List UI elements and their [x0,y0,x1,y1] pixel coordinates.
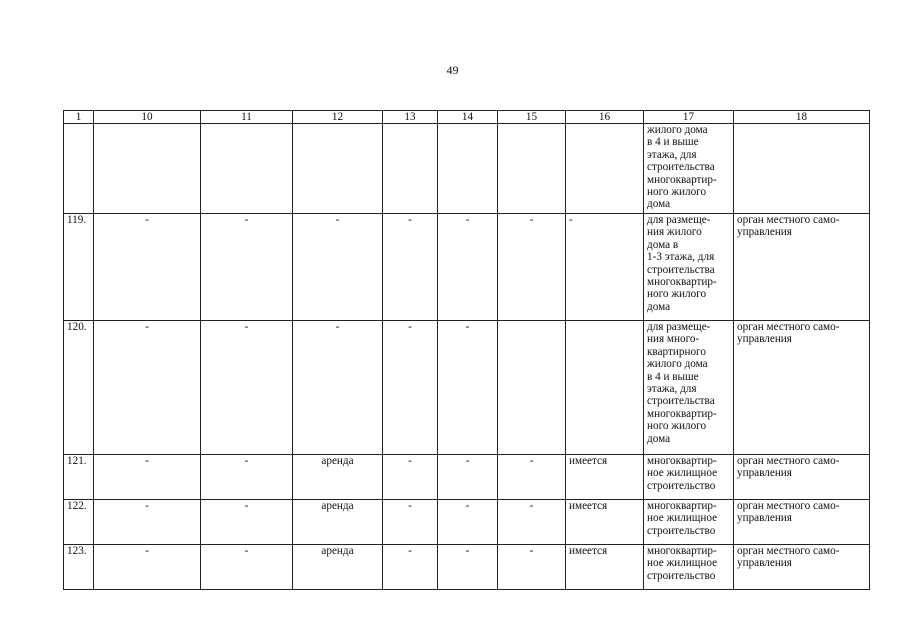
cell-col-15: - [498,214,566,321]
cell-col-18: орган местного само- управления [734,500,870,545]
cell-col-10 [94,124,201,214]
header-cell: 16 [566,111,644,124]
cell-col-17: многоквартир- ное жилищное строительство [644,500,734,545]
cell-col-15 [498,321,566,455]
table-row [64,455,870,500]
cell-col-17: многоквартир- ное жилищное строительство [644,455,734,500]
cell-col-18: орган местного само- управления [734,214,870,321]
cell-col-18: орган местного само- управления [734,455,870,500]
cell-col-14 [438,124,498,214]
cell-col-15: - [498,545,566,590]
cell-col-10: - [94,500,201,545]
cell-col-14: - [438,321,498,455]
cell-col-18: орган местного само- управления [734,545,870,590]
cell-col-17: для размеще- ния много- квартирного жилого дома в 4 и выше этажа, для строительства многоквартир- ного жилого дома [644,321,734,455]
header-cell: 12 [293,111,383,124]
cell-col-17: для размеще- ния жилого дома в 1-3 этажа, для строительства многоквартир- ного жилого дома [644,214,734,321]
header-cell: 10 [94,111,201,124]
cell-col-1: 122. [64,500,94,545]
cell-col-18 [734,124,870,214]
table-row [64,214,870,321]
cell-col-12 [293,124,383,214]
cell-col-1: 120. [64,321,94,455]
cell-col-14: - [438,500,498,545]
header-cell: 17 [644,111,734,124]
header-cell: 15 [498,111,566,124]
table-row [64,124,870,214]
cell-col-12: аренда [293,545,383,590]
header-cell: 1 [64,111,94,124]
header-cell: 14 [438,111,498,124]
data-table [63,110,870,590]
table-row [64,500,870,545]
cell-col-15 [498,124,566,214]
cell-col-13: - [383,545,438,590]
cell-col-11: - [201,455,293,500]
cell-col-16: имеется [566,545,644,590]
cell-col-11 [201,124,293,214]
cell-col-10: - [94,214,201,321]
cell-col-12: - [293,214,383,321]
page-number: 49 [446,63,459,77]
cell-col-16 [566,124,644,214]
cell-col-16: - [566,214,644,321]
cell-col-14: - [438,214,498,321]
cell-col-13: - [383,455,438,500]
cell-col-11: - [201,545,293,590]
cell-col-12: - [293,321,383,455]
cell-col-14: - [438,545,498,590]
cell-col-1: 119. [64,214,94,321]
cell-col-12: аренда [293,500,383,545]
cell-col-11: - [201,321,293,455]
cell-col-13: - [383,500,438,545]
cell-col-18: орган местного само- управления [734,321,870,455]
cell-col-13: - [383,321,438,455]
cell-col-10: - [94,455,201,500]
cell-col-14: - [438,455,498,500]
header-cell: 13 [383,111,438,124]
table-row [64,321,870,455]
table-row [64,545,870,590]
cell-col-16: имеется [566,500,644,545]
table-header-row [64,111,870,124]
cell-col-10: - [94,545,201,590]
cell-col-17: жилого дома в 4 и выше этажа, для строительства многоквартир- ного жилого дома [644,124,734,214]
cell-col-15: - [498,500,566,545]
cell-col-13 [383,124,438,214]
cell-col-16: имеется [566,455,644,500]
cell-col-11: - [201,214,293,321]
cell-col-13: - [383,214,438,321]
cell-col-16 [566,321,644,455]
cell-col-1: 123. [64,545,94,590]
cell-col-10: - [94,321,201,455]
cell-col-11: - [201,500,293,545]
cell-col-15: - [498,455,566,500]
header-cell: 11 [201,111,293,124]
cell-col-1 [64,124,94,214]
cell-col-12: аренда [293,455,383,500]
header-cell: 18 [734,111,870,124]
cell-col-17: многоквартир- ное жилищное строительство [644,545,734,590]
cell-col-1: 121. [64,455,94,500]
